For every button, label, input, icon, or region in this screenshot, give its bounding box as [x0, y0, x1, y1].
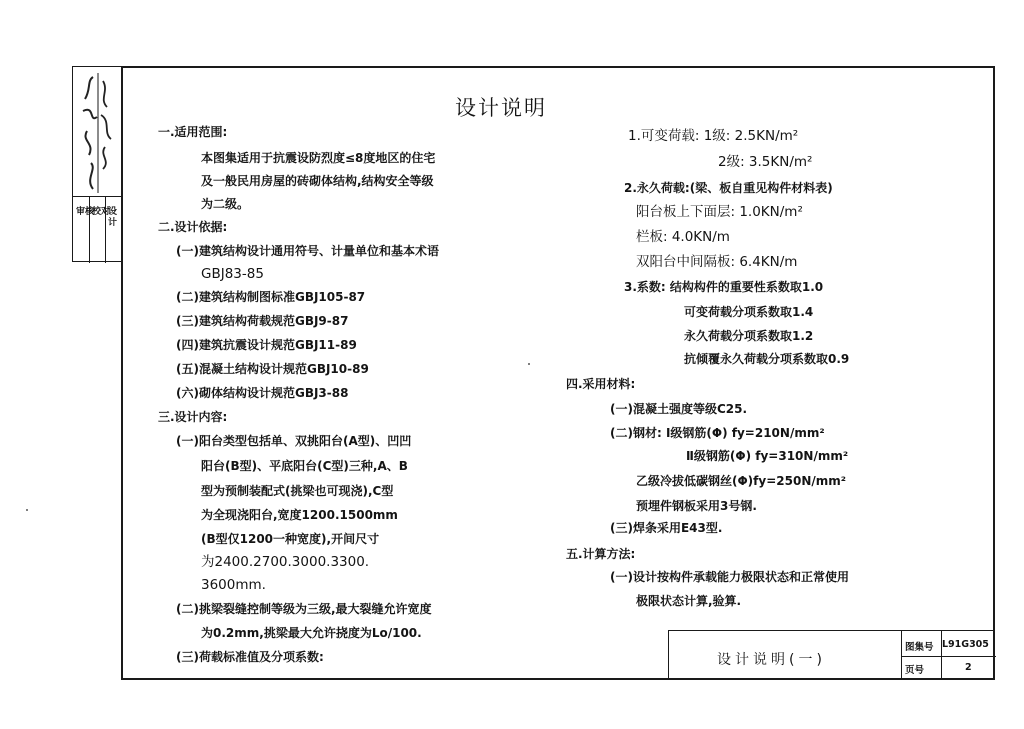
text-line: 2.永久荷载:(梁、板自重见构件材料表)	[624, 181, 833, 195]
section-scope-heading: 一.适用范围:	[158, 125, 228, 139]
text-line: 型为预制装配式(挑梁也可现浇),C型	[201, 484, 394, 498]
approval-strip	[72, 66, 121, 262]
text-line: (三)荷载标准值及分项系数:	[176, 650, 324, 664]
text-line: (一)建筑结构设计通用符号、计量单位和基本术语	[176, 244, 439, 258]
text-line: (一)设计按构件承载能力极限状态和正常使用	[610, 570, 849, 584]
text-line: GBJ83-85	[201, 266, 264, 282]
text-line: 及一般民用房屋的砖砌体结构,结构安全等级	[201, 174, 434, 188]
text-line: 极限状态计算,验算.	[636, 594, 742, 608]
text-line: (六)砌体结构设计规范GBJ3-88	[176, 386, 349, 400]
scan-speck	[26, 509, 28, 511]
page-number-value: 2	[965, 662, 972, 673]
handwritten-signature-icon	[77, 71, 119, 193]
text-line: 乙级冷拔低碳钢丝(Φ)fy=250N/mm²	[636, 474, 847, 488]
text-line: 2级: 3.5KN/m²	[718, 154, 813, 170]
text-line: (三)焊条采用E43型.	[610, 521, 723, 535]
text-line: (二)挑梁裂缝控制等级为三级,最大裂缝允许宽度	[176, 602, 432, 616]
text-line: 为全现浇阳台,宽度1200.1500mm	[201, 508, 398, 522]
text-line: 栏板: 4.0KN/m	[636, 229, 730, 245]
section-method-heading: 五.计算方法:	[566, 547, 636, 561]
text-line: (四)建筑抗震设计规范GBJ11-89	[176, 338, 357, 352]
text-line: (三)建筑结构荷载规范GBJ9-87	[176, 314, 349, 328]
text-line: 双阳台中间隔板: 6.4KN/m	[636, 254, 798, 270]
page-number-label: 页号	[905, 665, 925, 676]
text-line: 3.系数: 结构构件的重要性系数取1.0	[624, 280, 824, 294]
text-line: 预埋件钢板采用3号钢.	[636, 499, 757, 513]
atlas-number-label: 图集号	[905, 642, 934, 653]
side-label-check: 校对	[92, 207, 111, 217]
text-line: (一)阳台类型包括单、双挑阳台(A型)、凹凹	[176, 434, 412, 448]
text-line: 1.可变荷载: 1级: 2.5KN/m²	[628, 128, 799, 144]
title-block-name: 设计说明(一)	[717, 652, 826, 668]
atlas-number-value: L91G305	[942, 639, 989, 650]
title-block	[668, 630, 995, 680]
section-content-heading: 三.设计内容:	[158, 410, 228, 424]
text-line: 为二级。	[201, 197, 250, 211]
section-basis-heading: 二.设计依据:	[158, 220, 228, 234]
section-materials-heading: 四.采用材料:	[566, 377, 636, 391]
text-line: 本图集适用于抗震设防烈度≤8度地区的住宅	[201, 151, 436, 165]
text-line: Ⅱ级钢筋(Φ) fy=310N/mm²	[686, 449, 849, 463]
text-line: (B型仅1200一种宽度),开间尺寸	[201, 532, 380, 546]
text-line: 永久荷载分项系数取1.2	[684, 329, 814, 343]
scan-speck	[528, 363, 530, 365]
text-line: (一)混凝土强度等级C25.	[610, 402, 748, 416]
text-line: (二)建筑结构制图标准GBJ105-87	[176, 290, 366, 304]
text-line: 可变荷载分项系数取1.4	[684, 305, 814, 319]
text-line: 阳台板上下面层: 1.0KN/m²	[636, 204, 803, 220]
signature-area	[73, 67, 122, 197]
text-line: (二)钢材: Ⅰ级钢筋(Φ) fy=210N/mm²	[610, 426, 825, 440]
text-line: 为2400.2700.3000.3300.	[201, 554, 370, 570]
text-line: 抗倾覆永久荷载分项系数取0.9	[684, 352, 850, 366]
side-label-design: 设计	[108, 207, 118, 228]
text-line: 阳台(B型)、平底阳台(C型)三种,A、B	[201, 459, 408, 473]
text-line: 为0.2mm,挑梁最大允许挠度为Lo/100.	[201, 626, 422, 640]
text-line: (五)混凝土结构设计规范GBJ10-89	[176, 362, 369, 376]
side-label-review: 审核	[76, 207, 95, 217]
text-line: 3600mm.	[201, 577, 266, 593]
page-title: 设计说明	[455, 96, 547, 120]
